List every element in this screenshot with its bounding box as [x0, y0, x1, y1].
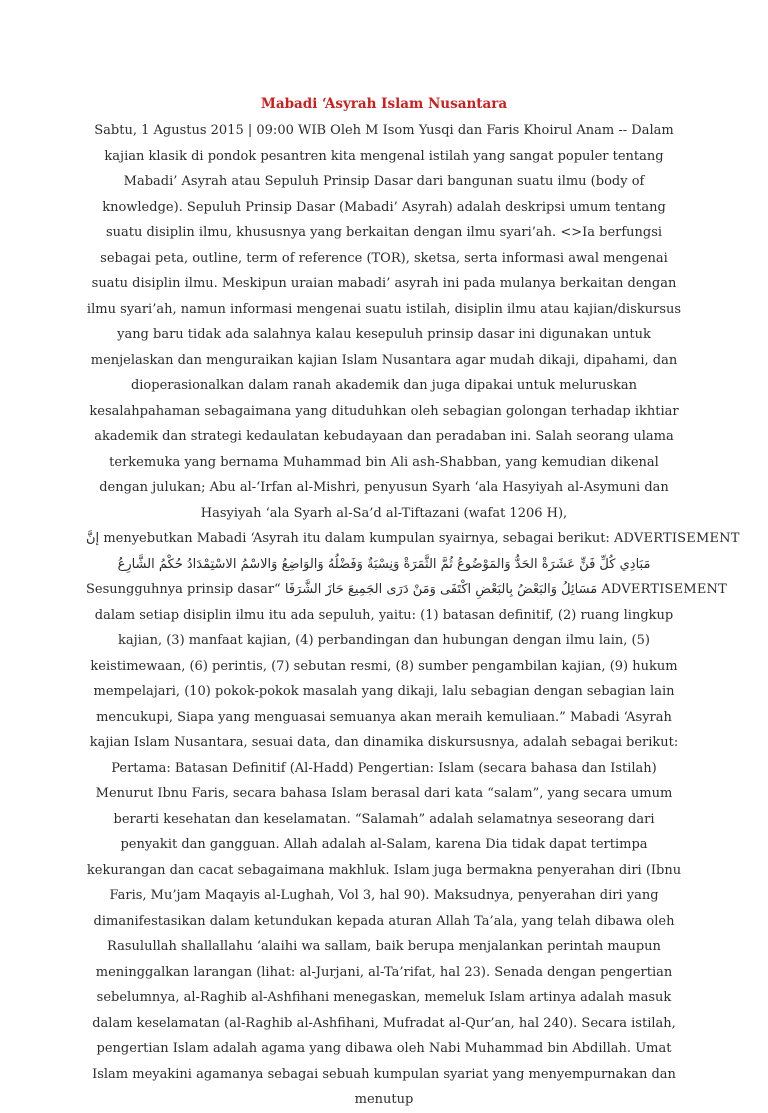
- advertisement-label-2: ADVERTISEMENT: [601, 582, 727, 597]
- verse-line-2: [86, 577, 727, 603]
- verse-1-right: مَبَادِي كُلِّ فَنٍّ عَشَرَةْ: [541, 556, 651, 572]
- verse-2: مَسَائِلُ وَالبَعْضُ بِالبَعْضِ اكْتَفَى وَمَنْ دَرَى الجَمِيعَ حَازَ الشَّرَفَا: [284, 582, 598, 597]
- verse-1-left: وَالاسْمُ الاسْتِمْدَادُ حُكْمُ الشَّارِعُ: [117, 556, 278, 572]
- verse-intro-text: menyebutkan Mabadi ‘Asyrah itu dalam kumpulan syairnya, sebagai berikut:: [103, 531, 610, 546]
- article: [86, 92, 740, 1113]
- article-title: Mabadi ‘Asyrah Islam Nusantara: [260, 96, 508, 112]
- advertisement-label: ADVERTISEMENT: [613, 531, 740, 546]
- arabic-inna: إنَّ: [86, 531, 100, 546]
- article-body-paragraph: dalam setiap disiplin ilmu itu ada sepuluh, yaitu: (1) batasan definitif, (2) ruang lingkup kajian, (3) manfaat kajian, (4) perbandingan dan hubungan dengan ilmu lain, (5) keistimewaan, (6) perintis, (7) sebutan resmi, (8) sumber pengambilan kajian, (9) hukum mempelajari, (10) pokok-pokok masalah yang dikaji, lalu sebagian dengan sebagian lain mencukupi, Siapa yang menguasai semuanya akan meraih kemuliaan.” Mabadi ‘Asyrah kajian Islam Nusantara, sesuai data, dan dinamika diskursusnya, adalah sebagai berikut: Pertama: Batasan Definitif (Al-Hadd) Pengertian: Islam (secara bahasa dan Istilah) Menurut Ibnu Faris, secara bahasa Islam berasal dari kata “salam”, yang secara umum berarti kesehatan dan keselamatan. “Salamah” adalah selamatnya seseorang dari penyakit dan gangguan. Allah adalah al-Salam, karena Dia tidak dapat tertimpa kekurangan dan cacat sebagaimana makhluk. Islam juga bermakna penyerahan diri (Ibnu Faris, Mu’jam Maqayis al-Lughah, Vol 3, hal 90). Maksudnya, penyerahan diri yang dimanifestasikan dalam ketundukan kepada aturan Allah Ta’ala, yang telah dibawa oleh Rasulullah shallallahu ‘alaihi wa sallam, baik berupa menjalankan perintah maupun meninggalkan larangan (lihat: al-Jurjani, al-Ta’rifat, hal 23). Senada dengan pengertian sebelumnya, al-Raghib al-Ashfihani menegaskan, memeluk Islam artinya adalah masuk dalam keselamatan (al-Raghib al-Ashfihani, Mufradat al-Qur’an, hal 240). Secara istilah, pengertian Islam adalah agama yang dibawa oleh Nabi Muhammad bin Abdillah. Umat Islam meyakini agamanya sebagai sebuah kumpulan syariat yang menyempurnakan dan menutup: [86, 607, 682, 1107]
- translation-start: Sesungguhnya prinsip dasar“: [86, 582, 281, 597]
- article-lead-paragraph: Sabtu, 1 Agustus 2015 | 09:00 WIB Oleh M Isom Yusqi dan Faris Khoirul Anam -- Dalam kajian klasik di pondok pesantren kita mengenal istilah yang sangat populer tentang Mabadi’ Asyrah atau Sepuluh Prinsip Dasar dari bangunan suatu ilmu (body of knowledge). Sepuluh Prinsip Dasar (Mabadi’ Asyrah) adalah deskripsi umum tentang suatu disiplin ilmu, khususnya yang berkaitan dengan ilmu syari’ah. <>Ia berfungsi sebagai peta, outline, term of reference (TOR), sketsa, serta informasi awal mengenai suatu disiplin ilmu. Meskipun uraian mabadi’ asyrah ini pada mulanya berkaitan dengan ilmu syari’ah, namun informasi mengenai suatu istilah, disiplin ilmu atau kajian/diskursus yang baru tidak ada salahnya kalau kesepuluh prinsip dasar ini digunakan untuk menjelaskan dan menguraikan kajian Islam Nusantara agar mudah dikaji, dipahami, dan dioperasionalkan dalam ranah akademik dan juga dipakai untuk meluruskan kesalahpahaman sebagaimana yang dituduhkan oleh sebagian golongan terhadap ikhtiar akademik dan strategi kedaulatan kebudayaan dan peradaban ini. Salah seorang ulama terkemuka yang bernama Muhammad bin Ali ash-Shabban, yang kemudian dikenal dengan julukan; Abu al-‘Irfan al-Mishri, penyusun Syarh ‘ala Hasyiyah al-Asymuni dan Hasyiyah ‘ala Syarh al-Sa’d al-Tiftazani (wafat 1206 H),: [86, 123, 682, 521]
- verse-line-1: [86, 552, 682, 578]
- verse-intro-line: [86, 526, 740, 552]
- verse-1-middle: الحَدُّ وَالمَوْضُوعُ ثُمَّ الثَّمَرَةْ وَنِسْبَةٌ وَفَضْلُهُ وَالوَاضِعُ: [281, 556, 538, 572]
